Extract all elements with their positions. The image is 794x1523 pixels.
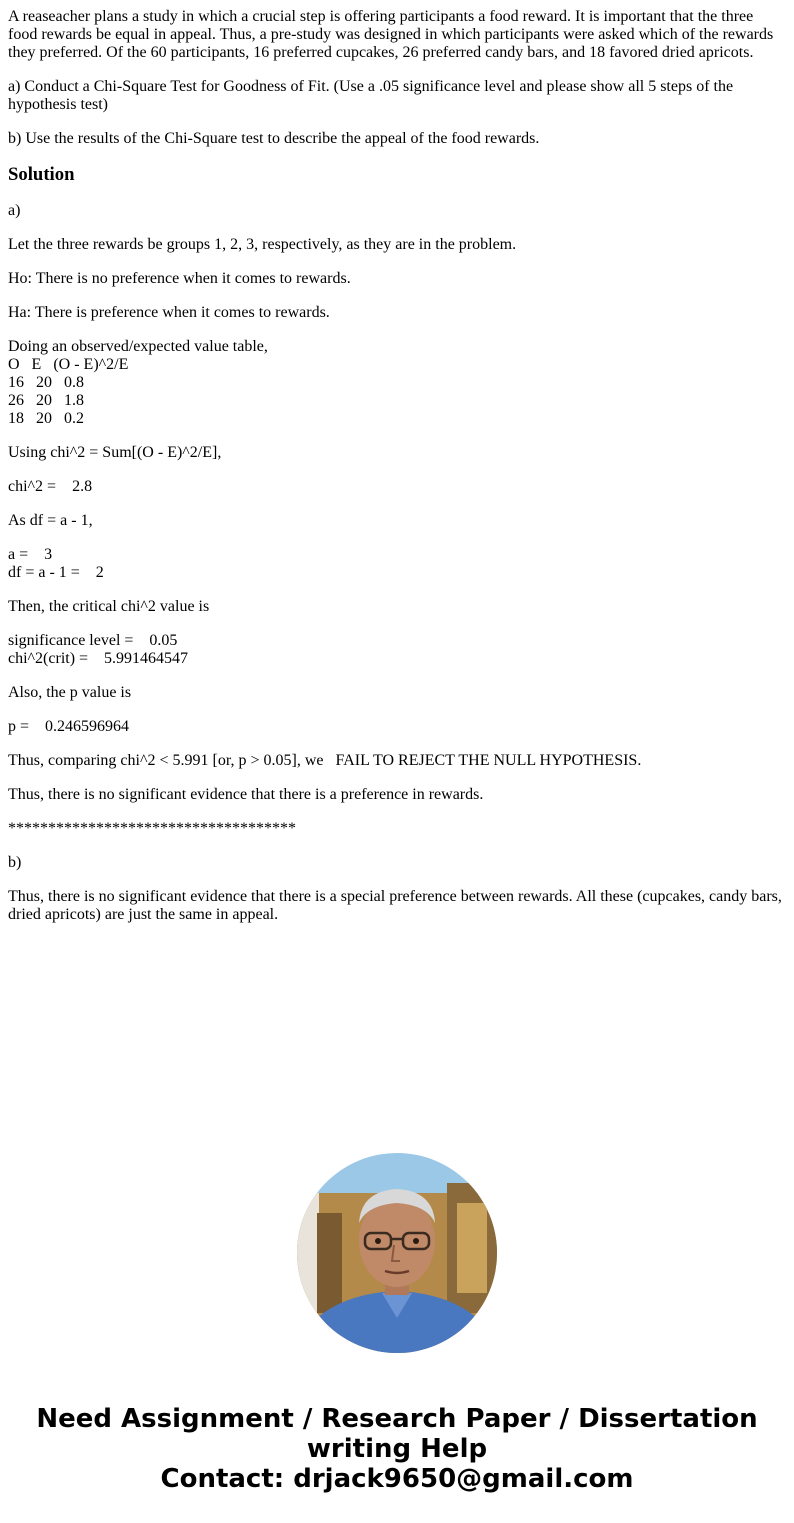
table-row: 16 20 0.8 — [8, 374, 84, 391]
table-intro: Doing an observed/expected value table, — [8, 338, 268, 355]
question-intro: A reaseacher plans a study in which a crucial step is offering participants a food reward. It is important that the three food rewards be equal in appeal. Thus, a pre-study was designed in which participants were asked which of the rewards they preferred. Of the 60 participants, 16 preferred cupcakes, 26 preferred candy bars, and 18 favored dried apricots. — [8, 8, 774, 61]
null-hypothesis: Ho: There is no preference when it comes to rewards. — [8, 270, 351, 287]
conclusion-a: Thus, there is no significant evidence that there is a preference in rewards. — [8, 786, 484, 803]
footer-contact — [0, 1404, 794, 1494]
conclusion-b: Thus, there is no significant evidence that there is a special preference between rewards. All these (cupcakes, candy bars, dried apricots) are just the same in appeal. — [8, 888, 782, 923]
table-row: 26 20 1.8 — [8, 392, 84, 409]
chi-crit-value: chi^2(crit) = 5.991464547 — [8, 650, 189, 667]
df-block — [8, 546, 786, 582]
groups-line: Let the three rewards be groups 1, 2, 3, respectively, as they are in the problem. — [8, 236, 517, 253]
table-row: 18 20 0.2 — [8, 410, 84, 427]
observed-expected-table — [8, 338, 786, 428]
critical-block — [8, 632, 786, 668]
using-formula-line: Using chi^2 = Sum[(O - E)^2/E], — [8, 444, 222, 461]
document-body — [8, 8, 786, 940]
question-part-b: b) Use the results of the Chi-Square test to describe the appeal of the food rewards. — [8, 130, 540, 147]
alt-hypothesis: Ha: There is preference when it comes to rewards. — [8, 304, 330, 321]
avatar-portrait — [297, 1153, 497, 1353]
df-value: df = a - 1 = 2 — [8, 564, 104, 581]
part-a-label: a) — [8, 202, 21, 219]
comparison-line: Thus, comparing chi^2 < 5.991 [or, p > 0.05], we FAIL TO REJECT THE NULL HYPOTHESIS. — [8, 752, 642, 769]
p-value: p = 0.246596964 — [8, 718, 130, 735]
chi-square-value: chi^2 = 2.8 — [8, 478, 93, 495]
a-value: a = 3 — [8, 546, 53, 563]
part-b-label: b) — [8, 854, 22, 871]
avatar — [297, 1153, 497, 1353]
df-intro: As df = a - 1, — [8, 512, 93, 529]
solution-heading: Solution — [8, 164, 75, 185]
p-value-intro: Also, the p value is — [8, 684, 132, 701]
footer-line-2: writing Help — [306, 1434, 488, 1464]
footer-line-1: Need Assignment / Research Paper / Dissertation — [36, 1404, 758, 1434]
critical-intro: Then, the critical chi^2 value is — [8, 598, 210, 615]
footer-contact-email: Contact: drjack9650@gmail.com — [160, 1464, 634, 1494]
table-header: O E (O - E)^2/E — [8, 356, 129, 373]
separator: ************************************ — [8, 820, 296, 837]
question-part-a: a) Conduct a Chi-Square Test for Goodness of Fit. (Use a .05 significance level and please show all 5 steps of the hypothesis test) — [8, 78, 734, 113]
significance-level: significance level = 0.05 — [8, 632, 178, 649]
